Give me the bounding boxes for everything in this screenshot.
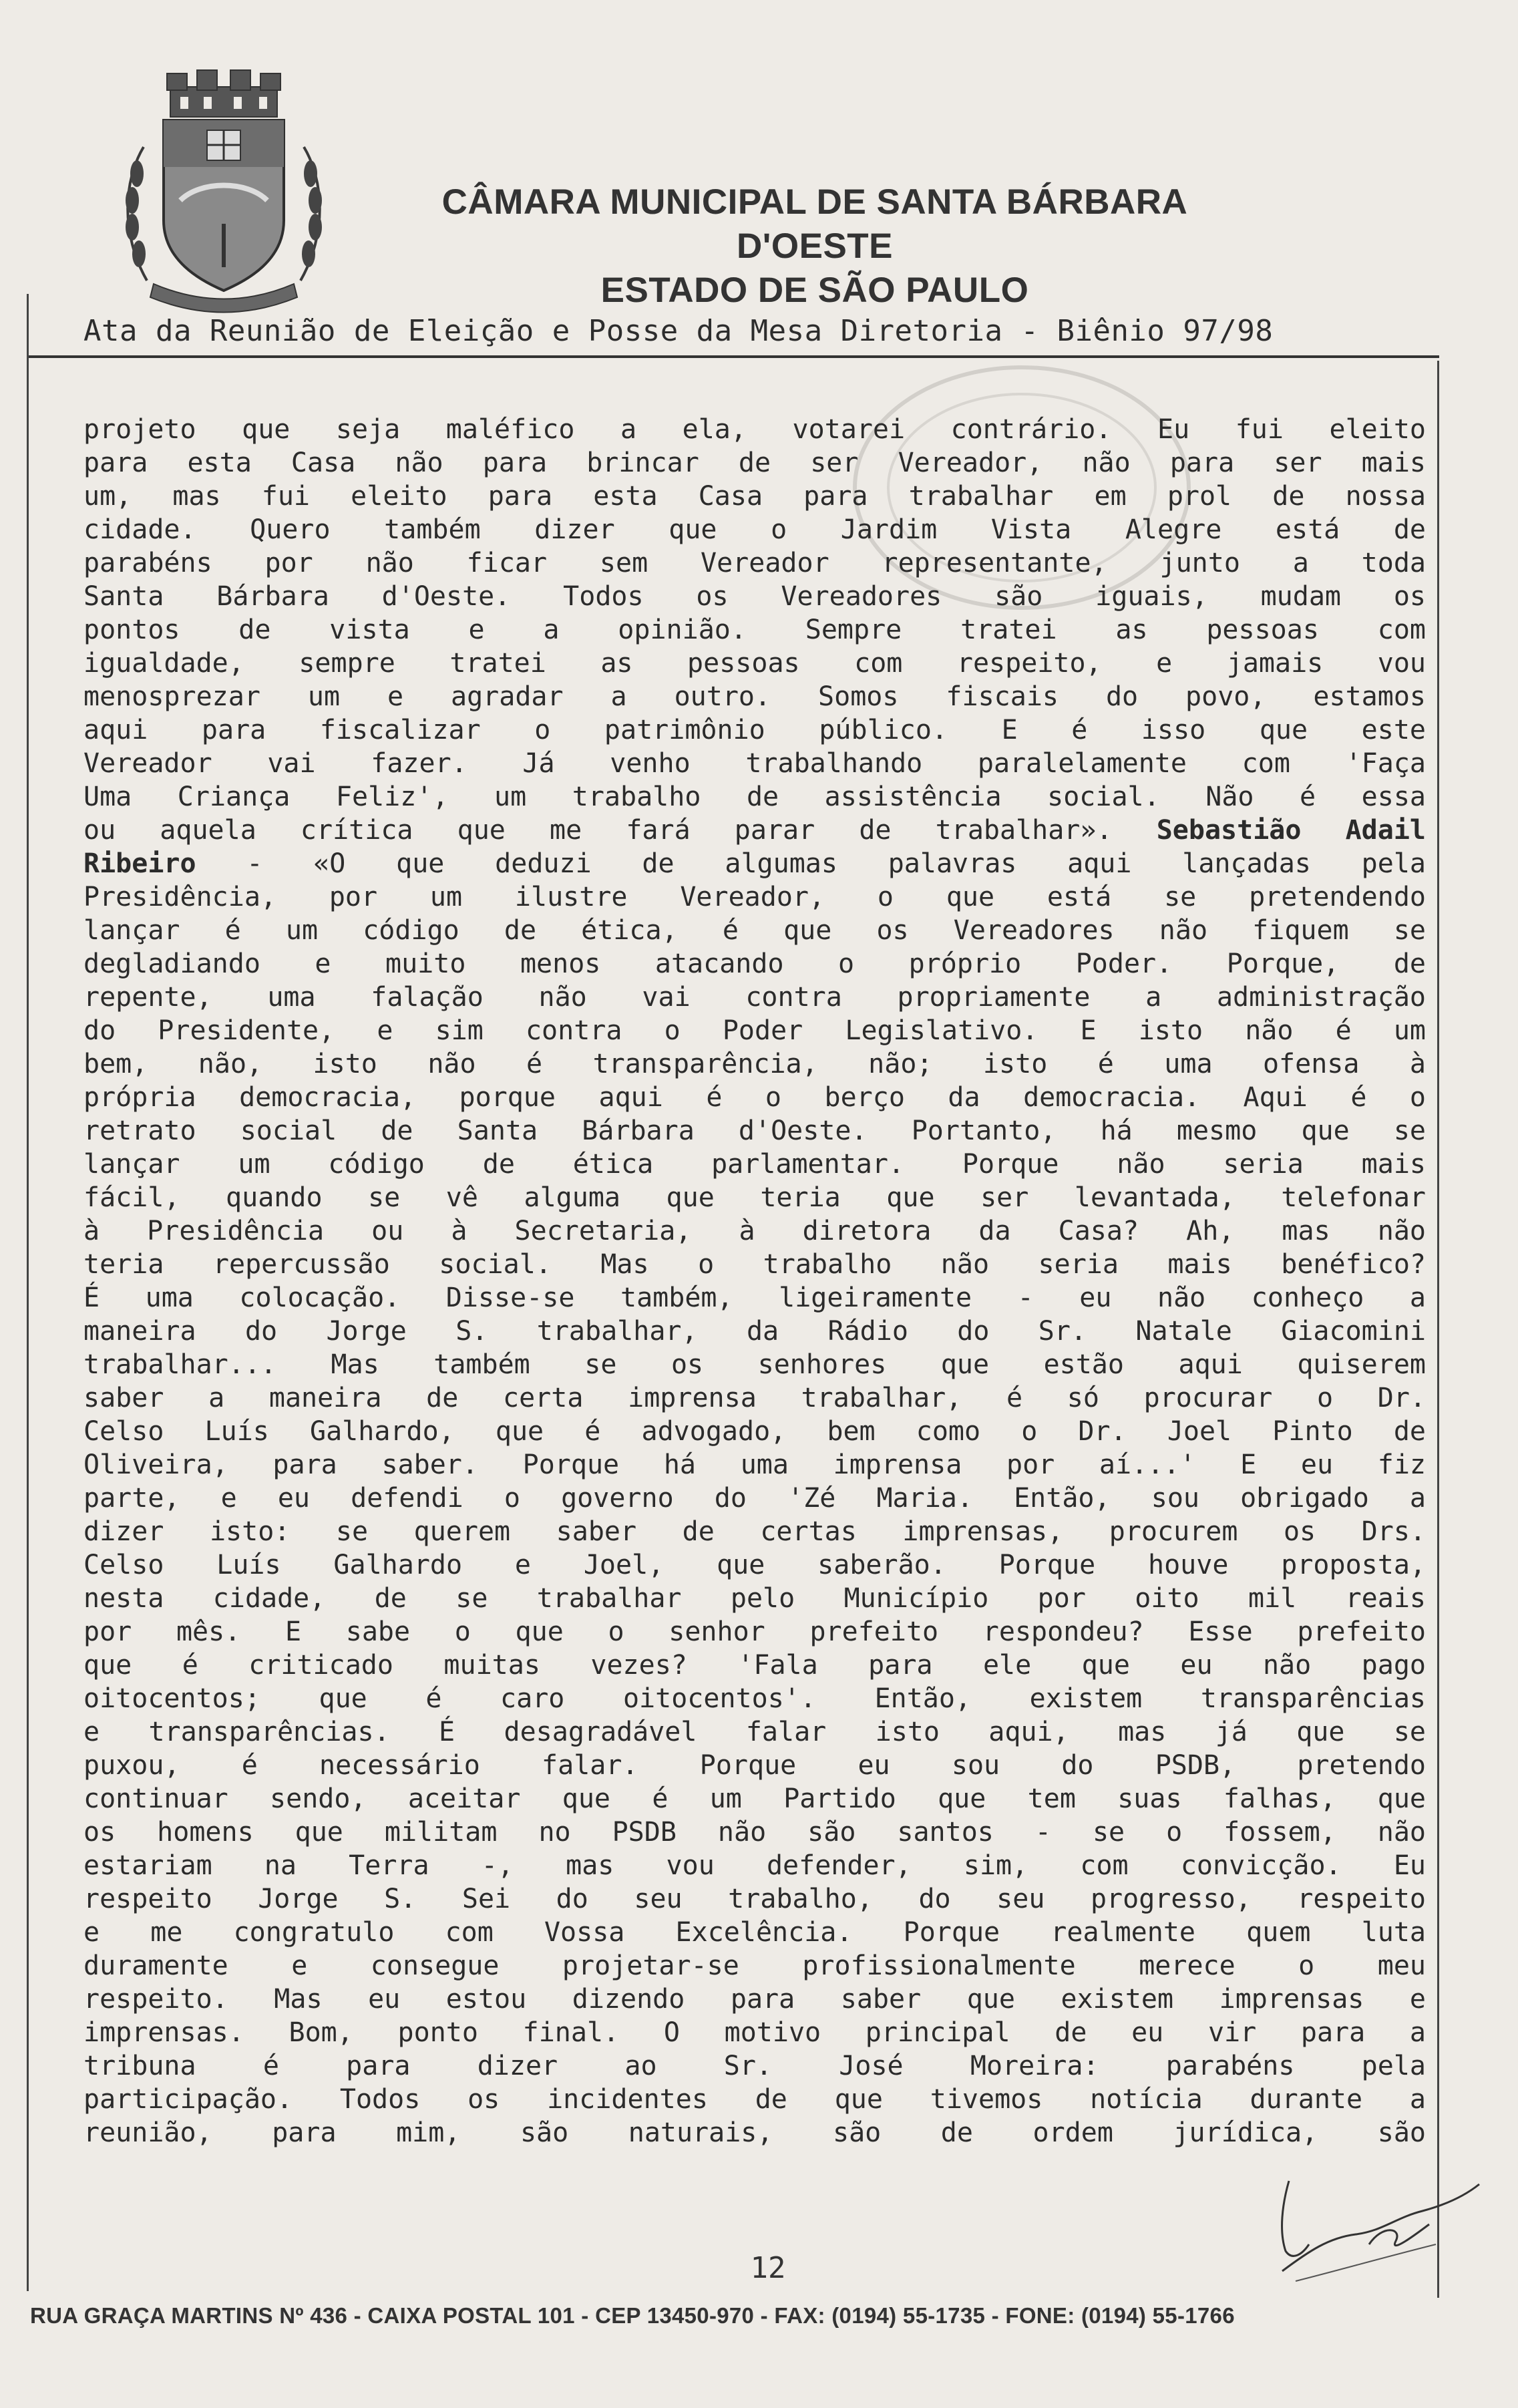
text-line: continuar sendo, aceitar que é um Partido que tem suas falhas, que <box>83 1783 1426 1814</box>
text-line: por mês. E sabe o que o senhor prefeito respondeu? Esse prefeito <box>83 1616 1426 1647</box>
minutes-title: Ata da Reunião de Eleição e Posse da Mesa Diretoria - Biênio 97/98 <box>83 314 1274 348</box>
text-line: Oliveira, para saber. Porque há uma imprensa por aí...' E eu fiz <box>83 1449 1426 1480</box>
text-line: tribuna é para dizer ao Sr. José Moreira: parabéns pela <box>83 2051 1426 2081</box>
text-line: oitocentos; que é caro oitocentos'. Então, existem transparências <box>83 1683 1426 1714</box>
text-line: teria repercussão social. Mas o trabalho não seria mais benéfico? <box>83 1249 1426 1280</box>
handwritten-signature <box>1269 2171 1489 2291</box>
text-line: e transparências. É desagradável falar isto aqui, mas já que se <box>83 1717 1426 1747</box>
institution-state: ESTADO DE SÃO PAULO <box>600 271 1029 310</box>
text-line: projeto que seja maléfico a ela, votarei contrário. Eu fui eleito <box>83 414 1426 445</box>
text-line: do Presidente, e sim contra o Poder Legislativo. E isto não é um <box>83 1015 1426 1046</box>
text-line: estariam na Terra -, mas vou defender, sim, com convicção. Eu <box>83 1850 1426 1881</box>
handwritten-initial <box>1262 2178 1322 2264</box>
text-line: respeito. Mas eu estou dizendo para saber que existem imprensas e <box>83 1984 1426 2015</box>
speaker-name: Sebastião Adail <box>1156 815 1426 846</box>
text-line: parabéns por não ficar sem Vereador representante, junto a toda <box>83 548 1426 578</box>
text-line: trabalhar... Mas também se os senhores que estão aqui quiserem <box>83 1349 1426 1380</box>
text-line: Celso Luís Galhardo, que é advogado, bem como o Dr. Joel Pinto de <box>83 1416 1426 1447</box>
text-line: um, mas fui eleito para esta Casa para trabalhar em prol de nossa <box>83 481 1426 512</box>
text-line: Presidência, por um ilustre Vereador, o que está se pretendendo <box>83 882 1426 912</box>
text-line: retrato social de Santa Bárbara d'Oeste. Portanto, há mesmo que se <box>83 1115 1426 1146</box>
text-line: repente, uma falação não vai contra propriamente a administração <box>83 982 1426 1013</box>
text-line: respeito Jorge S. Sei do seu trabalho, do seu progresso, respeito <box>83 1884 1426 1914</box>
institution-header <box>361 180 1269 313</box>
text-line: dizer isto: se querem saber de certas imprensas, procurem os Drs. <box>83 1516 1426 1547</box>
text-line: maneira do Jorge S. trabalhar, da Rádio do Sr. Natale Giacomini <box>83 1316 1426 1347</box>
text-line: que é criticado muitas vezes? 'Fala para ele que eu não pago <box>83 1650 1426 1681</box>
text-line: à Presidência ou à Secretaria, à diretora da Casa? Ah, mas não <box>83 1216 1426 1246</box>
text-line: fácil, quando se vê alguma que teria que ser levantada, telefonar <box>83 1182 1426 1213</box>
text-segment: ou aquela crítica que me fará parar de trabalhar». <box>83 815 1113 846</box>
text-line: É uma colocação. Disse-se também, ligeiramente - eu não conheço a <box>83 1282 1426 1313</box>
text-line: degladiando e muito menos atacando o próprio Poder. Porque, de <box>83 949 1426 979</box>
text-line: aqui para fiscalizar o patrimônio público. E é isso que este <box>83 715 1426 745</box>
speech-opening: - «O que deduzi de algumas palavras aqui lançadas pela <box>246 848 1426 879</box>
text-line: igualdade, sempre tratei as pessoas com respeito, e jamais vou <box>83 648 1426 679</box>
text-line: saber a maneira de certa imprensa trabalhar, é só procurar o Dr. <box>83 1383 1426 1413</box>
text-line: imprensas. Bom, ponto final. O motivo principal de eu vir para a <box>83 2017 1426 2048</box>
text-line: lançar é um código de ética, é que os Vereadores não fiquem se <box>83 915 1426 946</box>
text-line: Celso Luís Galhardo e Joel, que saberão. Porque houve proposta, <box>83 1550 1426 1580</box>
left-margin-line <box>27 294 29 2291</box>
institution-name: CÂMARA MUNICIPAL DE SANTA BÁRBARA D'OESTE <box>441 182 1188 266</box>
right-margin-line <box>1437 361 1439 2298</box>
text-line: para esta Casa não para brincar de ser Vereador, não para ser mais <box>83 448 1426 478</box>
speaker-surname: Ribeiro <box>83 848 196 879</box>
text-line: duramente e consegue projetar-se profissionalmente merece o meu <box>83 1950 1426 1981</box>
text-line: menosprezar um e agradar a outro. Somos fiscais do povo, estamos <box>83 681 1426 712</box>
speaker-line <box>83 847 1426 880</box>
text-line: pontos de vista e a opinião. Sempre tratei as pessoas com <box>83 615 1426 645</box>
text-line: e me congratulo com Vossa Excelência. Porque realmente quem luta <box>83 1917 1426 1948</box>
text-line: os homens que militam no PSDB não são santos - se o fossem, não <box>83 1817 1426 1848</box>
text-line: parte, e eu defendi o governo do 'Zé Maria. Então, sou obrigado a <box>83 1483 1426 1514</box>
text-line: própria democracia, porque aqui é o berço da democracia. Aqui é o <box>83 1082 1426 1113</box>
text-line: Uma Criança Feliz', um trabalho de assistência social. Não é essa <box>83 782 1426 812</box>
text-line: bem, não, isto não é transparência, não; isto é uma ofensa à <box>83 1049 1426 1079</box>
text-line: puxou, é necessário falar. Porque eu sou do PSDB, pretendo <box>83 1750 1426 1781</box>
text-line: participação. Todos os incidentes de que tivemos notícia durante a <box>83 2084 1426 2115</box>
text-line: reunião, para mim, são naturais, são de ordem jurídica, são <box>83 2117 1426 2148</box>
page-number: 12 <box>750 2251 786 2285</box>
text-line: cidade. Quero também dizer que o Jardim Vista Alegre está de <box>83 514 1426 545</box>
header-divider <box>27 355 1439 358</box>
text-line: Vereador vai fazer. Já venho trabalhando paralelamente com 'Faça <box>83 748 1426 779</box>
text-line: lançar um código de ética parlamentar. Porque não seria mais <box>83 1149 1426 1180</box>
minutes-body <box>83 413 1426 2149</box>
coat-of-arms-emblem <box>107 67 341 321</box>
footer-address: RUA GRAÇA MARTINS Nº 436 - CAIXA POSTAL 101 - CEP 13450-970 - FAX: (0194) 55-1735 - FONE: (0194) 55-1766 <box>30 2303 1235 2328</box>
text-line: nesta cidade, de se trabalhar pelo Município por oito mil reais <box>83 1583 1426 1614</box>
speaker-line <box>83 814 1426 847</box>
text-line: Santa Bárbara d'Oeste. Todos os Vereadores são iguais, mudam os <box>83 581 1426 612</box>
